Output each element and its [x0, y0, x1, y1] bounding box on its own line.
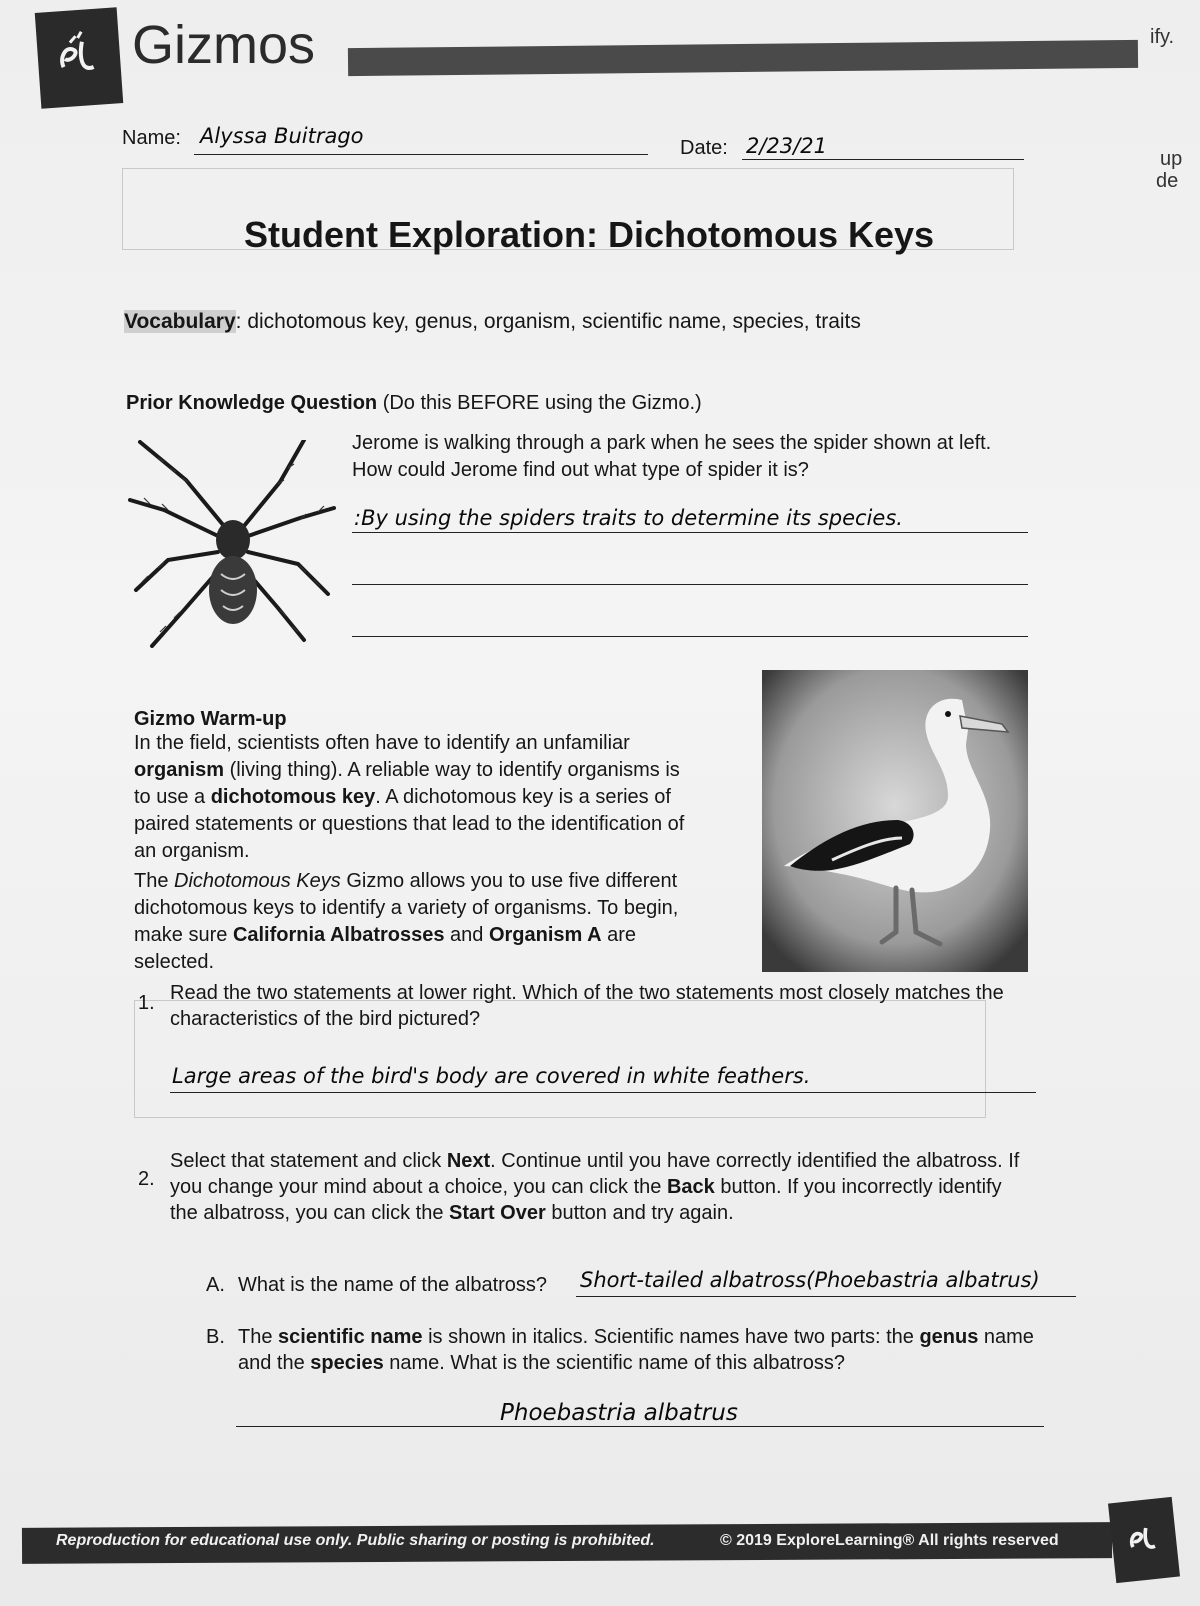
term-species: species — [310, 1352, 384, 1374]
prior-heading-note: (Do this BEFORE using the Gizmo.) — [377, 392, 702, 414]
vocabulary-line — [124, 308, 861, 335]
q2a-letter: A. — [206, 1274, 225, 1296]
spider-illustration — [128, 440, 338, 650]
term-dichotomous-key: dichotomous key — [210, 786, 376, 808]
q2b-text — [238, 1324, 1038, 1376]
q2-text-part: . Continue until you have correctly identified the albatross. If you change your mind about a choice, you can click the — [170, 1150, 1020, 1198]
el-logo-icon — [47, 26, 111, 90]
edge-mark: up — [1160, 148, 1183, 170]
q2b-text-part: name. What is the scientific name of this albatross? — [383, 1352, 846, 1374]
term-genus: genus — [919, 1326, 979, 1348]
prior-heading — [126, 390, 702, 417]
date-label: Date: — [680, 137, 728, 159]
gizmo-name: Dichotomous Keys — [174, 870, 341, 892]
page-title: Student Exploration: Dichotomous Keys — [244, 214, 935, 255]
term-organism: organism — [134, 759, 225, 781]
answer-line-2 — [352, 584, 1028, 585]
footer-copyright: © 2019 ExploreLearning® All rights reserved — [720, 1532, 1059, 1549]
header-bar — [348, 40, 1138, 76]
answer-line-1 — [352, 532, 1028, 533]
warmup-text: Gizmo allows you to use five different dichotomous keys to identify a variety of organisms. To begin, make sure — [134, 870, 679, 946]
prior-heading-bold: Prior Knowledge Question — [126, 392, 378, 414]
edge-mark: de — [1156, 170, 1179, 192]
prior-answer[interactable]: :By using the spiders traits to determine its species. — [354, 506, 903, 530]
warmup-text: In the field, scientists often have to identify an unfamiliar — [134, 732, 630, 754]
q2a-question: What is the name of the albatross? — [238, 1274, 548, 1296]
el-logo-icon — [1120, 1514, 1169, 1566]
term-california-albatrosses: California Albatrosses — [232, 924, 445, 946]
q2b-letter: B. — [206, 1326, 225, 1348]
warmup-text: and — [444, 924, 489, 946]
q2a-answer[interactable]: Short-tailed albatross(Phoebastria albatrus) — [580, 1268, 1040, 1292]
vocabulary-terms: : dichotomous key, genus, organism, scientific name, species, traits — [235, 310, 861, 333]
term-scientific-name: scientific name — [278, 1326, 423, 1348]
date-value[interactable]: 2/23/21 — [746, 134, 827, 158]
q1-text: Read the two statements at lower right. Which of the two statements most closely matches the characteristics of the bird pictured? — [170, 982, 1004, 1030]
start-over-term: Start Over — [449, 1202, 546, 1224]
albatross-photo — [762, 670, 1028, 972]
answer-line-3 — [352, 636, 1028, 637]
q2b-text-part: is shown in italics. Scientific names have two parts: the — [422, 1326, 920, 1348]
back-term: Back — [666, 1176, 715, 1198]
name-label: Name: — [122, 127, 181, 149]
prior-question: Jerome is walking through a park when he sees the spider shown at left. How could Jerome find out what type of spider it is? — [352, 432, 992, 481]
q1-number: 1. — [138, 992, 155, 1014]
name-line — [194, 154, 648, 155]
date-line — [742, 159, 1024, 160]
brand-title: Gizmos — [132, 15, 316, 75]
q2-number: 2. — [138, 1168, 155, 1190]
warmup-text: . A dichotomous key is a series of paired statements or questions that lead to the identification of an organism. — [134, 786, 685, 862]
warmup-text: are selected. — [134, 924, 637, 973]
footer-logo — [1108, 1497, 1180, 1583]
warmup-heading: Gizmo Warm-up — [134, 708, 287, 730]
warmup-paragraph-2 — [134, 868, 694, 976]
term-organism-a: Organism A — [488, 924, 602, 946]
next-term: Next — [446, 1150, 491, 1172]
albatross-illustration — [762, 670, 1028, 972]
edge-mark: ify. — [1150, 26, 1175, 48]
warmup-paragraph-1 — [134, 730, 694, 865]
q2-text — [170, 1148, 1020, 1226]
q2-text-part: Select that statement and click — [170, 1150, 447, 1172]
warmup-text: (living thing). A reliable way to identify organisms is to use a — [134, 759, 680, 808]
q2b-text-part: name and the — [238, 1326, 1034, 1374]
q2-text-part: button and try again. — [545, 1202, 734, 1224]
q2a-answer-line — [576, 1296, 1076, 1297]
q2b-answer-line — [236, 1426, 1044, 1427]
warmup-text: The — [134, 870, 175, 892]
footer-disclaimer: Reproduction for educational use only. Public sharing or posting is prohibited. — [56, 1532, 655, 1549]
name-value[interactable]: Alyssa Buitrago — [200, 124, 364, 148]
q1-answer-line — [170, 1092, 1036, 1093]
q2b-text-part: The — [238, 1326, 279, 1348]
vocabulary-label: Vocabulary — [124, 310, 236, 333]
gizmos-logo — [35, 7, 123, 108]
q1-answer[interactable]: Large areas of the bird's body are covered in white feathers. — [172, 1064, 811, 1088]
q2b-answer[interactable]: Phoebastria albatrus — [500, 1400, 738, 1426]
q2-text-part: button. If you incorrectly identify the albatross, you can click the — [170, 1176, 1002, 1224]
